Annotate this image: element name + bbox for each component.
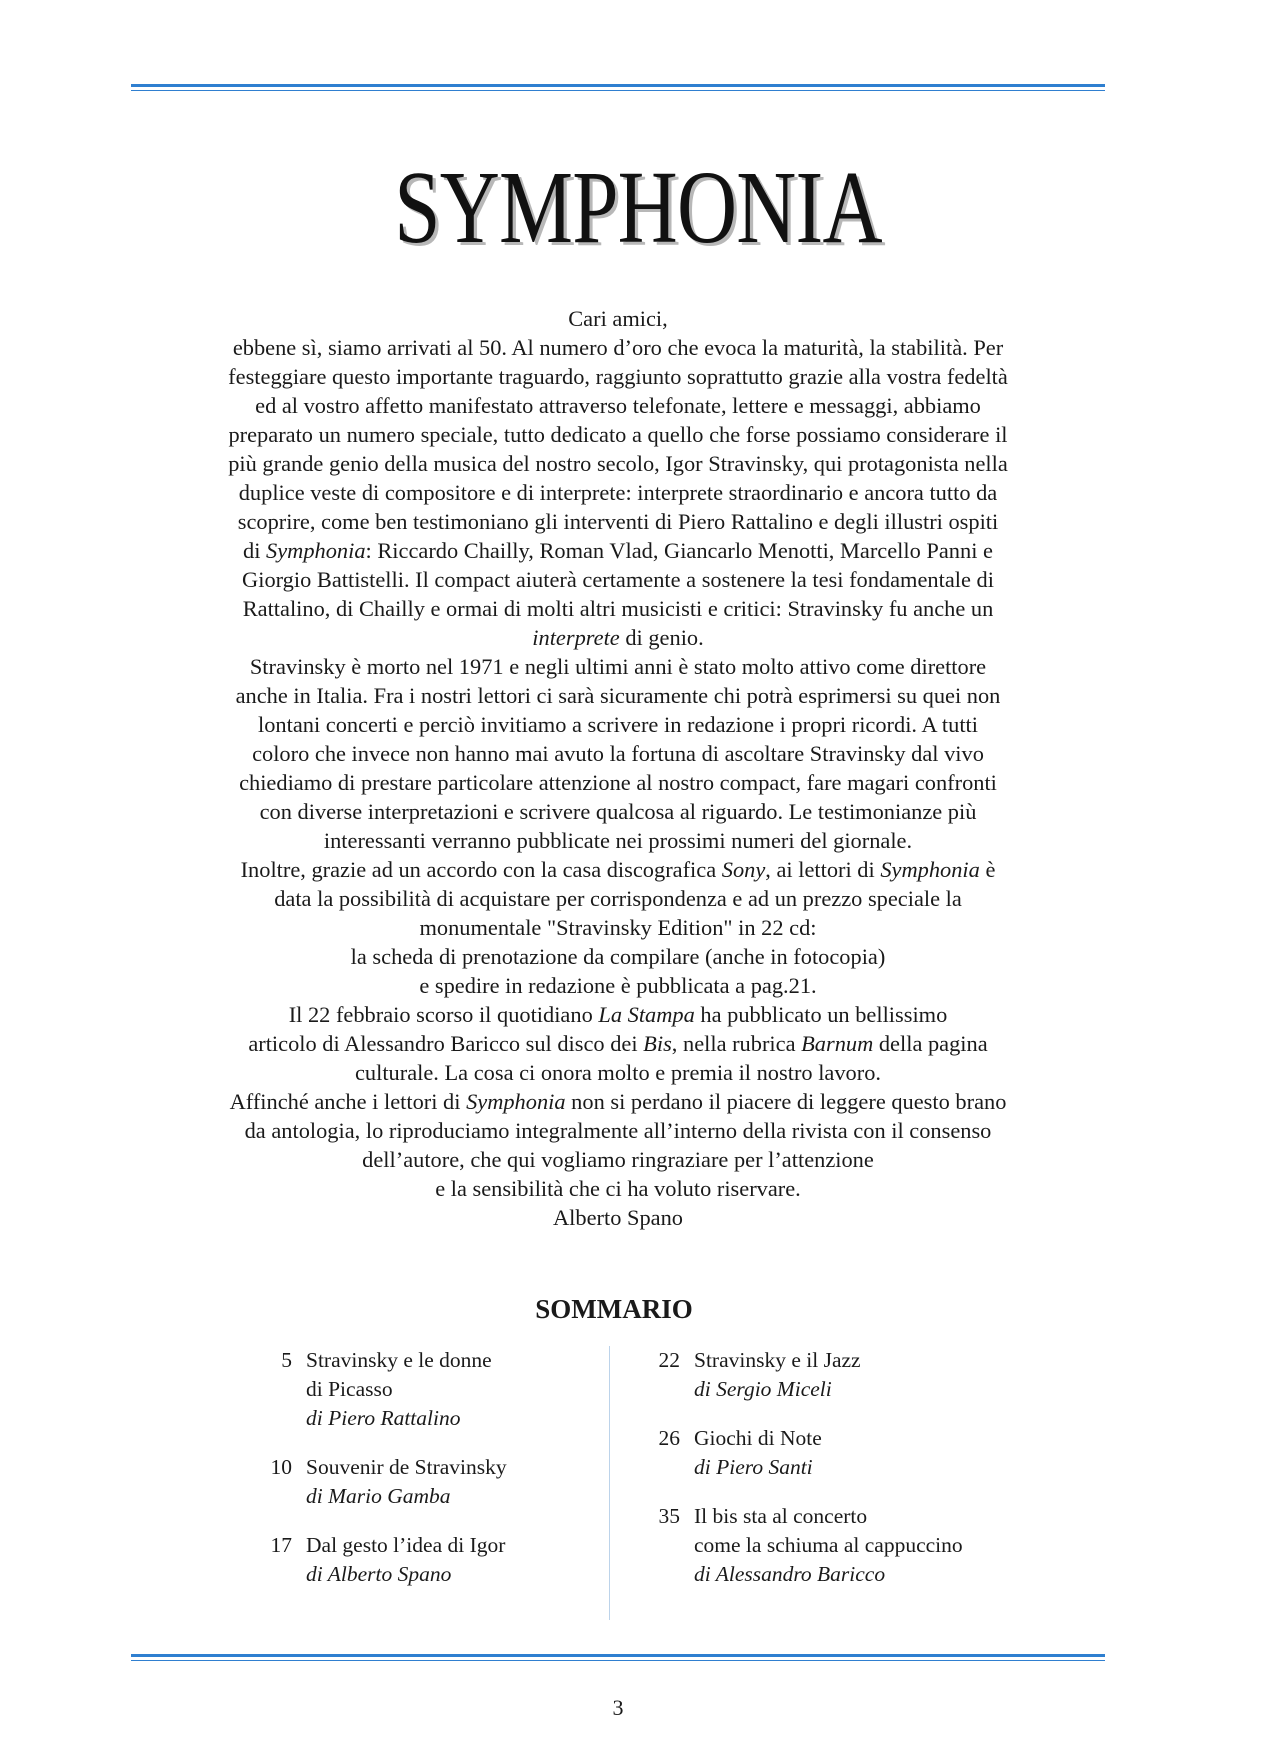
- toc-title-line: Souvenir de Stravinsky: [306, 1455, 507, 1479]
- masthead-title: SYMPHONIA: [394, 150, 882, 265]
- toc-author: di Piero Rattalino: [306, 1406, 461, 1430]
- toc-title-line: Giochi di Note: [694, 1426, 822, 1450]
- toc-page-number: 22: [658, 1348, 680, 1372]
- toc-entry: [640, 1502, 1040, 1589]
- sommario-heading: SOMMARIO: [535, 1294, 693, 1324]
- toc-page-number: 17: [270, 1533, 292, 1557]
- toc-divider: [609, 1346, 610, 1620]
- letter-signature: Alberto Spano: [553, 1205, 683, 1230]
- toc-page-number: 10: [270, 1455, 292, 1479]
- toc-title-line: Dal gesto l’idea di Igor: [306, 1533, 506, 1557]
- toc-page-number: 5: [281, 1348, 292, 1372]
- toc-entry: [640, 1346, 1040, 1404]
- toc-title-line: come la schiuma al cappuccino: [694, 1533, 963, 1557]
- toc-right-column: [640, 1346, 1040, 1589]
- toc-author: di Alberto Spano: [306, 1562, 452, 1586]
- toc-author: di Mario Gamba: [306, 1484, 451, 1508]
- toc-page-number: 35: [658, 1504, 680, 1528]
- toc-author: di Sergio Miceli: [694, 1377, 832, 1401]
- letter-greeting: Cari amici,: [568, 306, 668, 331]
- toc-title-line: Stravinsky e il Jazz: [694, 1348, 861, 1372]
- toc-left-column: [252, 1346, 602, 1589]
- top-rule: [131, 84, 1105, 91]
- editorial-letter: [131, 304, 1105, 1232]
- toc-author: di Piero Santi: [694, 1455, 813, 1479]
- toc-title-line: di Picasso: [306, 1377, 393, 1401]
- letter-paragraph-3: Inoltre, grazie ad un accordo con la casa discografica Sony, ai lettori di Symphonia è data la possibilità di acquistare per corrispondenza e ad un prezzo speciale la monumentale "Stravinsky Edition" in 22 cd: la scheda di prenotazione da compilare (anche in fotocopia) e spedire in redazione è pubblicata a pag.21.: [240, 857, 996, 998]
- bottom-rule: [131, 1654, 1105, 1661]
- toc-entry: [252, 1531, 602, 1589]
- page-number: 3: [612, 1695, 624, 1720]
- toc-entry: [640, 1424, 1040, 1482]
- letter-paragraph-2: Stravinsky è morto nel 1971 e negli ultimi anni è stato molto attivo come direttore anche in Italia. Fra i nostri lettori ci sarà sicuramente chi potrà esprimersi su quei non lontani concerti e perciò invitiamo a scrivere in redazione i propri ricordi. A tutti coloro che invece non hanno mai avuto la fortuna di ascoltare Stravinsky dal vivo chiediamo di prestare particolare attenzione al nostro compact, fare magari confronti con diverse interpretazioni e scrivere qualcosa al riguardo. Le testimonianze più interessanti verranno pubblicate nei prossimi numeri del giornale.: [235, 654, 1001, 853]
- toc-entry: [252, 1346, 602, 1433]
- letter-paragraph-5: Affinché anche i lettori di Symphonia non si perdano il piacere di leggere questo brano da antologia, lo riproduciamo integralmente all’interno della rivista con il consenso dell’autore, che qui vogliamo ringraziare per l’attenzione e la sensibilità che ci ha voluto riservare.: [229, 1089, 1007, 1201]
- toc-entry: [252, 1453, 602, 1511]
- toc-title-line: Stravinsky e le donne: [306, 1348, 492, 1372]
- toc-page-number: 26: [658, 1426, 680, 1450]
- letter-paragraph-4: Il 22 febbraio scorso il quotidiano La Stampa ha pubblicato un bellissimo articolo di Alessandro Baricco sul disco dei Bis, nella rubrica Barnum della pagina culturale. La cosa ci onora molto e premia il nostro lavoro.: [248, 1002, 988, 1085]
- letter-paragraph-1: ebbene sì, siamo arrivati al 50. Al numero d’oro che evoca la maturità, la stabilità. Per festeggiare questo importante traguardo, raggiunto soprattutto grazie alla vostra fedeltà ed al vostro affetto manifestato attraverso telefonate, lettere e messaggi, abbiamo preparato un numero speciale, tutto dedicato a quello che forse possiamo considerare il più grande genio della musica del nostro secolo, Igor Stravinsky, qui protagonista nella duplice veste di compositore e di interprete: interprete straordinario e ancora tutto da scoprire, come ben testimoniano gli interventi di Piero Rattalino e degli illustri ospiti di Symphonia: Riccardo Chailly, Roman Vlad, Giancarlo Menotti, Marcello Panni e Giorgio Battistelli. Il compact aiuterà certamente a sostenere la tesi fondamentale di Rattalino, di Chailly e ormai di molti altri musicisti e critici: Stravinsky fu anche un interprete di genio.: [228, 335, 1008, 650]
- toc-author: di Alessandro Baricco: [694, 1562, 886, 1586]
- toc-title-line: Il bis sta al concerto: [694, 1504, 868, 1528]
